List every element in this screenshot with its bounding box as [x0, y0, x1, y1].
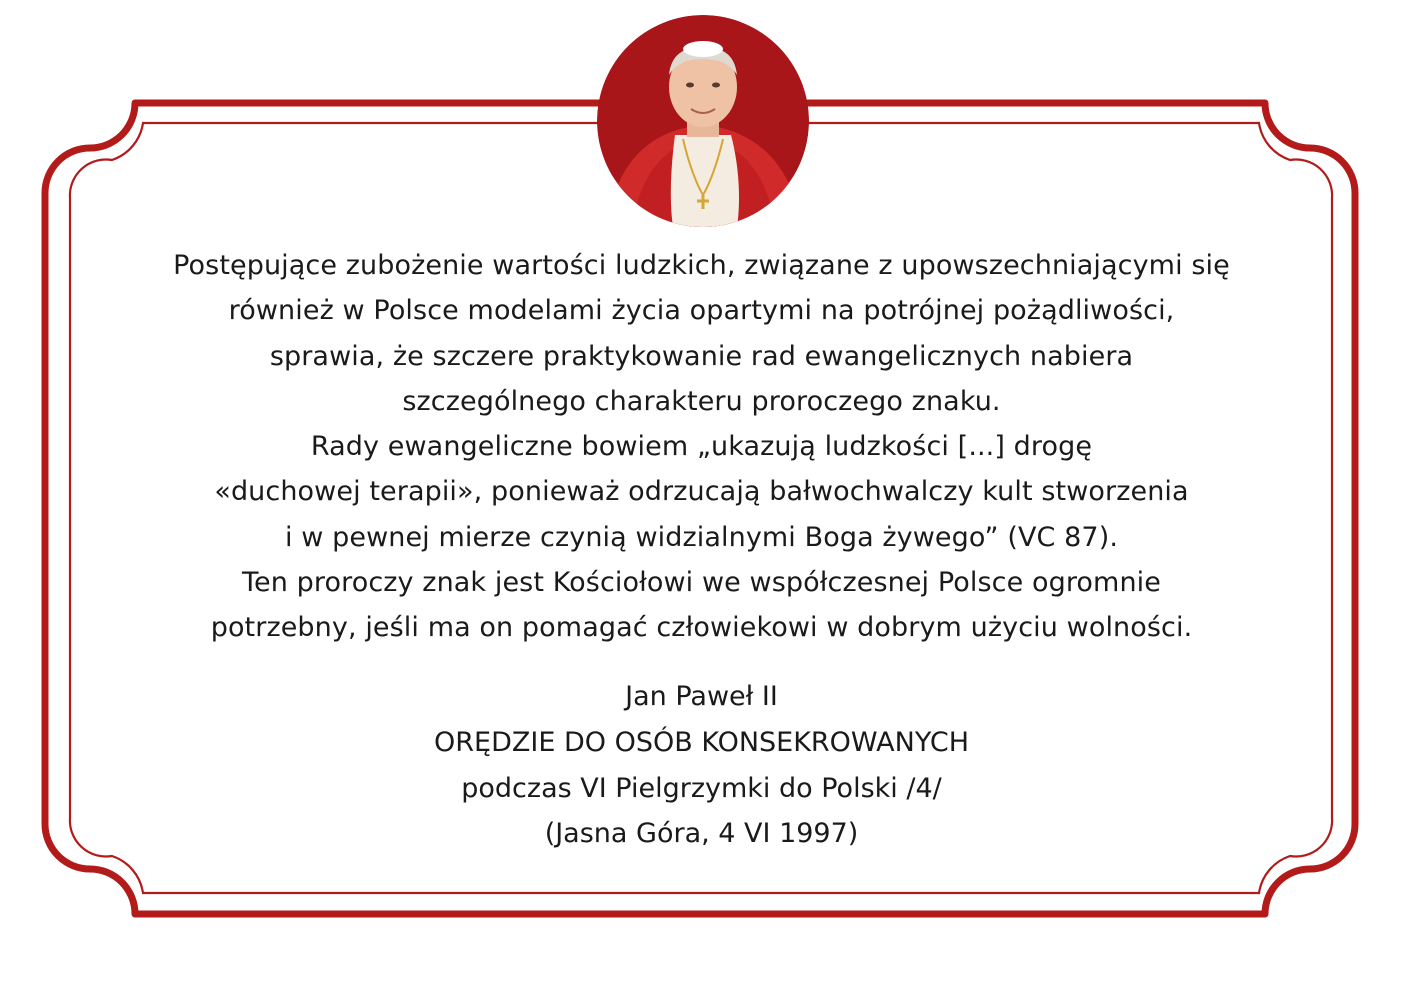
quote-line: potrzebny, jeśli ma on pomagać człowiekowi w dobrym użyciu wolności. [210, 612, 1193, 644]
quote-line: również w Polsce modelami życia opartymi na potrójnej pożądliwości, [228, 295, 1175, 327]
document-title: ORĘDZIE DO OSÓB KONSEKROWANYCH [434, 726, 969, 758]
portrait-photo-icon [597, 15, 809, 227]
quote-line: «duchowej terapii», ponieważ odrzucają bałwochwalczy kult stworzenia [214, 476, 1189, 508]
quote-line: Rady ewangeliczne bowiem „ukazują ludzkości [...] drogę [310, 431, 1093, 463]
portrait-medallion [597, 15, 809, 227]
quote-line: sprawia, że szczere praktykowanie rad ewangelicznych nabiera [269, 340, 1134, 372]
attribution [200, 674, 1203, 857]
occasion-text: podczas VI Pielgrzymki do Polski /4/ [461, 772, 942, 804]
quote-line: i w pewnej mierze czynią widzialnymi Boga żywego” (VC 87). [284, 521, 1119, 553]
quote-line: Postępujące zubożenie wartości ludzkich, związane z upowszechniającymi się [173, 250, 1230, 281]
author-name: Jan Paweł II [625, 681, 778, 712]
quote-line: Ten proroczy znak jest Kościołowi we współczesnej Polsce ogromnie [242, 567, 1161, 599]
place-date: (Jasna Góra, 4 VI 1997) [544, 818, 859, 850]
quote-text [90, 243, 1313, 651]
quote-line: szczególnego charakteru proroczego znaku. [402, 385, 1001, 417]
